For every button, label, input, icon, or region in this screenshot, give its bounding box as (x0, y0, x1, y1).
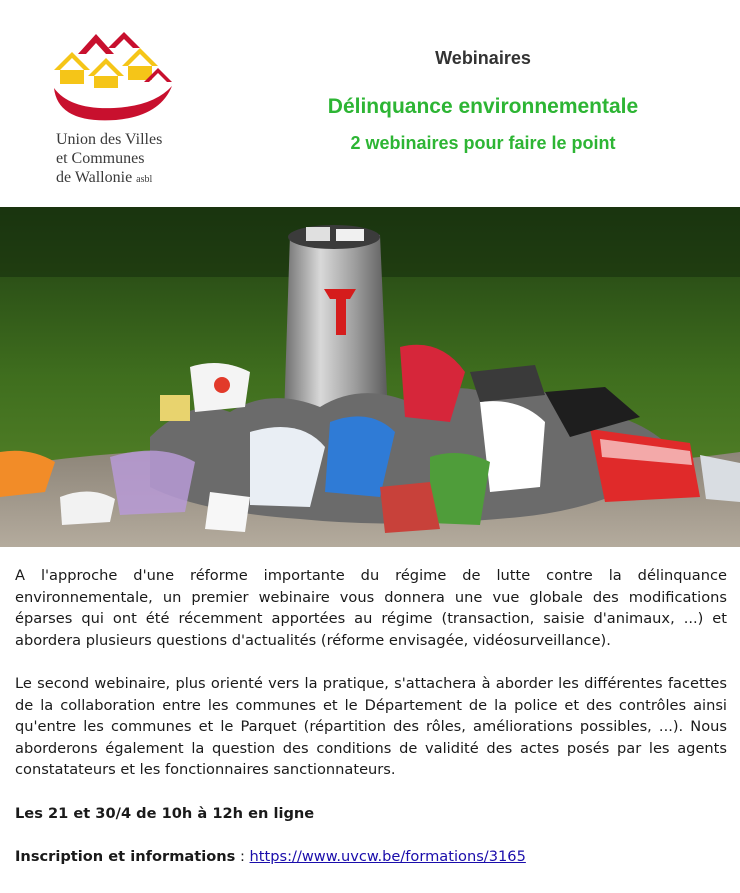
logo-line-2: et Communes (56, 150, 145, 167)
logo-wordmark (56, 130, 186, 189)
article-body (15, 565, 727, 890)
page-subtitle: 2 webinaires pour faire le point (350, 133, 616, 153)
registration-link[interactable]: https://www.uvcw.be/formations/3165 (249, 848, 526, 865)
event-dates: Les 21 et 30/4 de 10h à 12h en ligne (15, 804, 315, 822)
header-kicker: Webinaires (435, 48, 531, 68)
registration-line (15, 846, 727, 868)
registration-label: Inscription et informations (15, 848, 236, 865)
logo-line-1: Union des Villes (56, 131, 163, 148)
registration-separator: : (235, 848, 250, 865)
logo-suffix: asbl (136, 174, 153, 185)
newsletter-header (0, 0, 740, 207)
trash-photo-illustration (0, 207, 740, 547)
second-paragraph: Le second webinaire, plus orienté vers la pratique, s'attachera à aborder les différentes facettes de la collaboration entre les communes et le Département de la police et des contrôles ainsi qu'entre les communes et le Parquet (répartition des rôles, améliorations possibles, ...). Nous aborderons également la question des conditions de validité des actes posés par les agents constatateurs et les fonctionnaires sanctionnateurs. (15, 675, 727, 778)
uvcw-houses-icon (48, 26, 178, 126)
intro-paragraph: A l'approche d'une réforme importante du régime de lutte contre la délinquance environnementale, un premier webinaire vous donnera une vue globale des modifications éparses qui ont été récemment apportées au régime (transaction, saisie d'animaux, ...) et abordera plusieurs questions d'actualités (réforme envisagée, vidéosurveillance). (15, 567, 727, 649)
page-title: Délinquance environnementale (327, 95, 639, 118)
trash-bin-photo (0, 207, 740, 547)
uvcw-logo[interactable] (48, 26, 178, 186)
logo-line-3-text: de Wallonie (56, 169, 133, 186)
logo-line-3 (56, 168, 186, 189)
